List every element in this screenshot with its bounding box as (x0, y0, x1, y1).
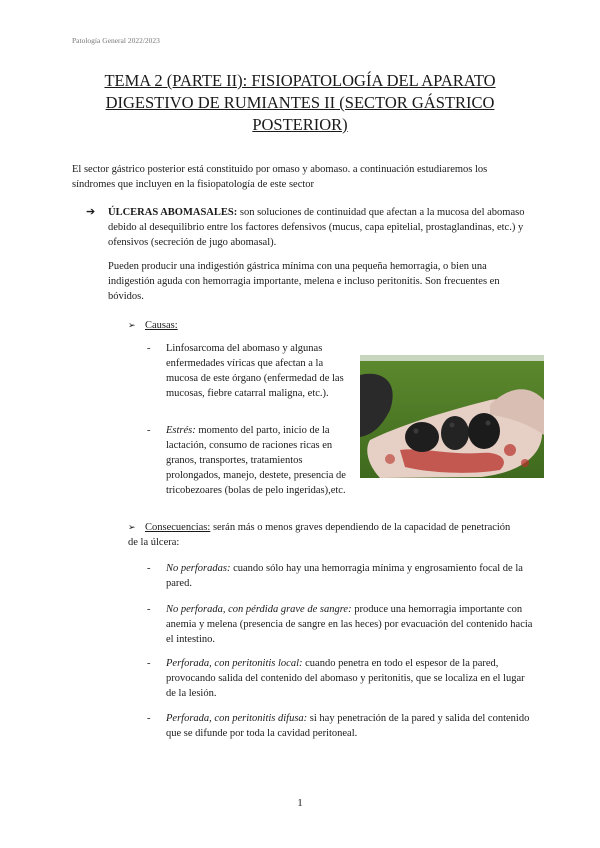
title-line: TEMA 2 (PARTE II): FISIOPATOLOGÍA DEL APARATO (104, 71, 496, 90)
list-item-emphasis: Estrés: (166, 425, 196, 436)
dash-bullet: - (147, 658, 151, 669)
list-item-emphasis: Perforada, con peritonitis local: (166, 658, 303, 669)
dash-bullet: - (147, 713, 151, 724)
causas-heading (128, 318, 178, 333)
list-item (147, 341, 350, 401)
list-item-text: cuando penetra en todo el espesor de la pared, provocando salida del contenido del abomaso y peritonitis, que se localiza en el lugar de la lesión. (166, 658, 525, 699)
list-item-emphasis: Perforada, con peritonitis difusa: (166, 713, 308, 724)
list-item (147, 656, 536, 701)
list-item-text: cuando sólo hay una hemorragia mínima y engrosamiento focal de la pared. (166, 563, 523, 589)
intro-paragraph: El sector gástrico posterior está constituido por omaso y abomaso. a continuación estudiaremos los síndromes que incluyen en la fisiopatología de este sector (72, 164, 488, 190)
section-body: son soluciones de continuidad que afectan a la mucosa del abomaso debido al desequilibrio entre los factores defensivos (mucus, capa epitelial, prostaglandinas, etc.) y ofensivos (secreción de jugo abomasal). (108, 207, 525, 248)
dash-bullet: - (147, 343, 151, 354)
section-paragraph: Pueden producir una indigestión gástrica mínima con una pequeña hemorragia, o bien una indigestión aguda con hemorragia importante, melena e incluso peritonitis. Son frecuentes en bóvidos. (108, 261, 500, 302)
title-line: DIGESTIVO DE RUMIANTES II (SECTOR GÁSTRICO (105, 93, 495, 112)
section-text (108, 205, 532, 250)
list-item (147, 423, 350, 498)
section-heading: ÚLCERAS ABOMASALES: (108, 207, 238, 218)
dash-bullet: - (147, 604, 151, 615)
list-item (147, 602, 536, 647)
list-item (147, 561, 536, 591)
dash-bullet: - (147, 563, 151, 574)
causas-label: Causas: (145, 320, 178, 331)
page-header: Patología General 2022/2023 (72, 36, 160, 45)
arrow-bullet-icon: ➔ (86, 206, 96, 218)
page-number: 1 (297, 797, 303, 809)
consecuencias-text (128, 522, 510, 548)
consecuencias-heading (128, 520, 518, 550)
list-item-text: momento del parto, inicio de la lactación, consumo de raciones ricas en granos, transportes, tratamientos prolongados, manejo, destete, presencia de tricobezoares (bolas de pelo ingeridas),etc. (166, 425, 346, 496)
arrowhead-bullet-icon: ➢ (128, 320, 136, 330)
abomasum-ulcer-photo (360, 355, 544, 478)
list-item (147, 711, 536, 741)
list-item-emphasis: No perforadas: (166, 563, 231, 574)
title-line: POSTERIOR) (252, 115, 348, 134)
arrowhead-bullet-icon: ➢ (128, 522, 136, 532)
list-item-text: Linfosarcoma del abomaso y algunas enfermedades víricas que afectan a la mucosa de este órgano (enfermedad de las mucosas, fiebre catarral maligna, etc.). (166, 343, 344, 399)
page-title (60, 70, 540, 136)
list-item-text: produce una hemorragia importante con anemia y melena (presencia de sangre en las heces) por evacuación del contenido hacia el intestino. (166, 604, 533, 645)
list-item-emphasis: No perforada, con pérdida grave de sangre: (166, 604, 352, 615)
list-item-text: si hay penetración de la pared y salida del contenido que se difunde por toda la cavidad peritoneal. (166, 713, 530, 739)
dash-bullet: - (147, 425, 151, 436)
consecuencias-intro: serán más o menos graves dependiendo de la capacidad de penetración de la úlcera: (128, 522, 511, 548)
section-ulceras (86, 205, 532, 250)
consecuencias-label: Consecuencias: (145, 522, 211, 533)
